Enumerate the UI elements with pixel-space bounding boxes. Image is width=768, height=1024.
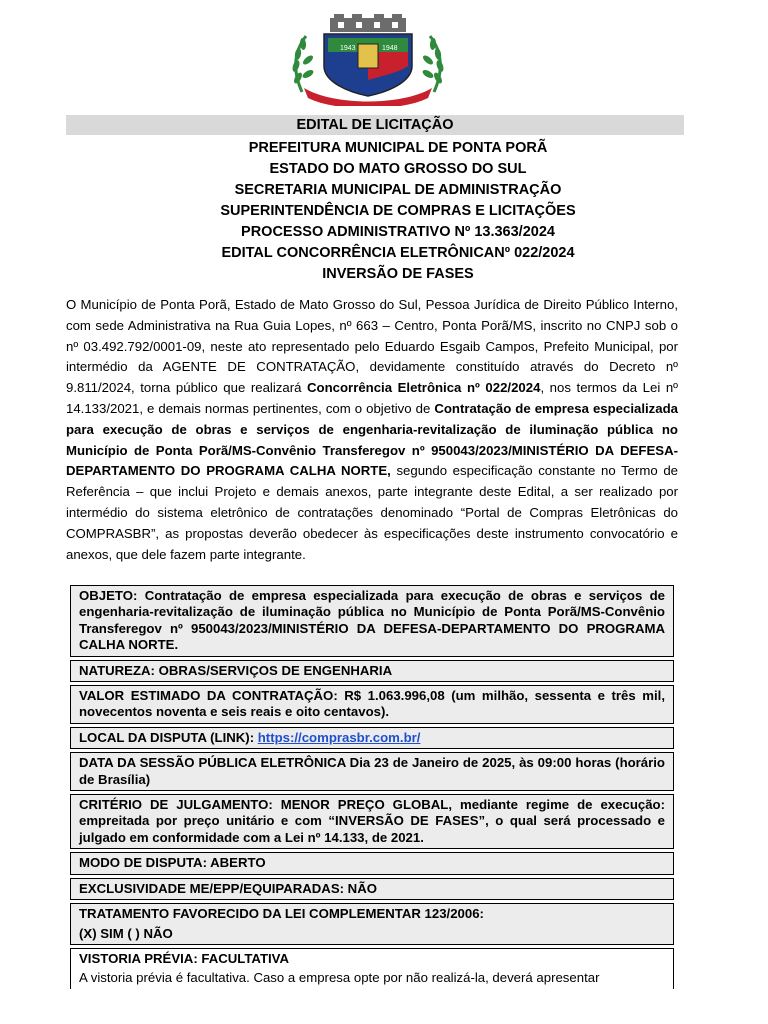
summary-boxes [70,585,674,992]
box-tratamento [70,903,674,945]
tratamento-options: (X) SIM ( ) NÃO [79,925,173,941]
box-vistoria [70,948,674,989]
box-valor: VALOR ESTIMADO DA CONTRATAÇÃO: R$ 1.063.996,08 (um milhão, sessenta e três mil, novecentos noventa e seis reais e oito centavos). [70,685,674,724]
header-line-secretaria: SECRETARIA MUNICIPAL DE ADMINISTRAÇÃO [234,182,562,198]
intro-bold-concorrencia: Concorrência Eletrônica nº 022/2024 [307,380,541,396]
intro-text-1: O Município de Ponta Porã, Estado de Mato Grosso do Sul, Pessoa Jurídica de Direito Público Interno, com sede Administrativa na Rua Guia Lopes, nº 663 – Centro, Ponta Porã/MS, inscrito no CNPJ sob o nº 03.492.792/0001-09, neste ato representado pelo Eduardo Esgaib Campos, Prefeito Municipal, por intermédio da AGENTE DE CONTRATAÇÃO, devidamente constituído através do Decreto nº 9.811/2024, torna público que realizará [66,297,678,396]
local-label: LOCAL DA DISPUTA (LINK): [79,729,258,745]
header-line-superintendencia: SUPERINTENDÊNCIA DE COMPRAS E LICITAÇÕES [220,203,576,219]
box-criterio: CRITÉRIO DE JULGAMENTO: MENOR PREÇO GLOBAL, mediante regime de execução: empreitada por preço unitário e com “INVERSÃO DE FASES”, o qual será processado e julgado em conformidade com a Lei nº 14.133, de 2021. [70,794,674,849]
intro-text-2: , nos termos da Lei nº 14.133/2021, e demais normas pertinentes, com o objetivo de [66,380,679,416]
box-data-sessao: DATA DA SESSÃO PÚBLICA ELETRÔNICA Dia 23 de Janeiro de 2025, às 09:00 horas (horário de Brasília) [70,752,674,791]
comprasbr-link[interactable]: https://comprasbr.com.br/ [257,729,421,745]
header-line-prefeitura: PREFEITURA MUNICIPAL DE PONTA PORÃ [248,140,548,156]
vistoria-title: VISTORIA PRÉVIA: FACULTATIVA [79,950,290,966]
intro-text-3: segundo especificação constante no Termo de Referência – que inclui Projeto e demais anexos, parte integrante deste Edital, a ser realizado por intermédio do sistema eletrônico de contratações denominado “Portal de Compras Eletrônicas do COMPRASBR”, as propostas deverão obedecer às especificações deste instrumento convocatório e anexos, que dele fazem parte integrante. [66,463,678,562]
document-title-bar: EDITAL DE LICITAÇÃO [66,115,684,135]
intro-paragraph [66,295,678,565]
header-line-estado: ESTADO DO MATO GROSSO DO SUL [269,161,527,177]
crest-year-left: 1943 [340,45,356,52]
box-local [70,727,674,749]
crest-year-right: 1948 [382,45,398,52]
header-line-processo: PROCESSO ADMINISTRATIVO Nº 13.363/2024 [241,224,555,240]
vistoria-text: A vistoria prévia é facultativa. Caso a empresa opte por não realizá-la, deverá apresentar [79,970,600,986]
header-line-inversao: INVERSÃO DE FASES [322,266,474,282]
box-objeto: OBJETO: Contratação de empresa especializada para execução de obras e serviços de engenharia-revitalização de iluminação pública no Município de Ponta Porã/MS-Convênio Transferegov nº 950043/2023/MINISTÉRIO DA DEFESA-DEPARTAMENTO DO PROGRAMA CALHA NORTE. [70,585,674,657]
municipal-crest [284,14,452,106]
tratamento-title: TRATAMENTO FAVORECIDO DA LEI COMPLEMENTAR 123/2006: [79,906,484,922]
box-natureza: NATUREZA: OBRAS/SERVIÇOS DE ENGENHARIA [70,660,674,682]
box-modo: MODO DE DISPUTA: ABERTO [70,852,674,874]
intro-bold-objetivo: Contratação de empresa especializada para execução de obras e serviços de engenharia-revitalização de iluminação pública no Município de Ponta Porã/MS-Convênio Transferegov nº 950043/2023/MINISTÉRIO DA DEFESA-DEPARTAMENTO DO PROGRAMA CALHA NORTE, [66,400,678,479]
document-header [66,138,730,285]
box-exclusividade: EXCLUSIVIDADE ME/EPP/EQUIPARADAS: NÃO [70,878,674,900]
header-line-edital: EDITAL CONCORRÊNCIA ELETRÔNICANº 022/2024 [221,245,575,261]
